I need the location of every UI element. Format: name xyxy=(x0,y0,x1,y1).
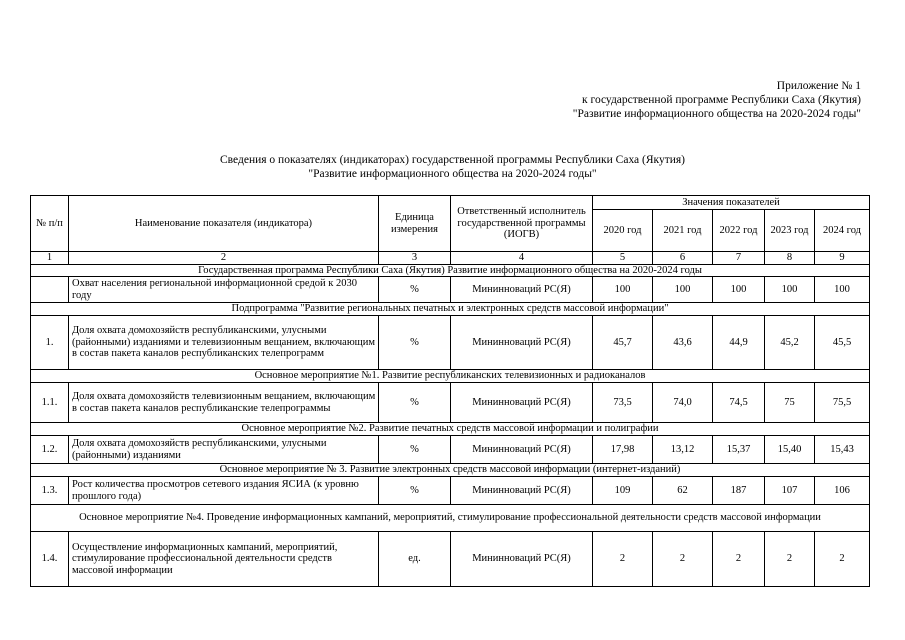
section-row xyxy=(31,423,870,436)
value-2022: 100 xyxy=(713,277,765,303)
value-2022: 2 xyxy=(713,532,765,587)
section-title: Подпрограмма "Развитие региональных печатных и электронных средств массовой информации" xyxy=(31,303,870,316)
header-year-2024: 2024 год xyxy=(815,210,870,252)
value-2022: 74,5 xyxy=(713,383,765,423)
indicator-unit: % xyxy=(379,477,451,505)
column-number: 9 xyxy=(815,252,870,265)
indicator-unit: % xyxy=(379,436,451,464)
section-row xyxy=(31,370,870,383)
table-row xyxy=(31,477,870,505)
section-title: Основное мероприятие № 3. Развитие электронных средств массовой информации (интернет-изданий) xyxy=(31,464,870,477)
header-year-2021: 2021 год xyxy=(653,210,713,252)
header-year-2020: 2020 год xyxy=(593,210,653,252)
value-2020: 2 xyxy=(593,532,653,587)
section-row xyxy=(31,464,870,477)
value-2021: 74,0 xyxy=(653,383,713,423)
indicator-executor: Мининноваций РС(Я) xyxy=(451,477,593,505)
indicator-executor: Мининноваций РС(Я) xyxy=(451,383,593,423)
column-number: 8 xyxy=(765,252,815,265)
indicator-unit: % xyxy=(379,383,451,423)
column-number: 6 xyxy=(653,252,713,265)
appendix-block xyxy=(573,79,861,121)
row-number: 1.4. xyxy=(31,532,69,587)
appendix-reference: к государственной программе Республики Саха (Якутия) xyxy=(582,94,861,106)
header-values: Значения показателей xyxy=(593,196,870,210)
section-title: Основное мероприятие №1. Развитие республиканских телевизионных и радиоканалов xyxy=(31,370,870,383)
column-number: 3 xyxy=(379,252,451,265)
table-row xyxy=(31,316,870,370)
indicator-name: Охват населения региональной информационной средой к 2030 году xyxy=(69,277,379,303)
document-title xyxy=(0,153,905,181)
value-2023: 107 xyxy=(765,477,815,505)
section-title: Основное мероприятие №2. Развитие печатных средств массовой информации и полиграфии xyxy=(31,423,870,436)
value-2021: 2 xyxy=(653,532,713,587)
section-title: Основное мероприятие №4. Проведение информационных кампаний, мероприятий, стимулирование профессиональной деятельности средств массовой информации xyxy=(31,505,870,532)
section-title: Государственная программа Республики Саха (Якутия) Развитие информационного общества на 2020-2024 годы xyxy=(31,264,870,277)
column-number-row xyxy=(31,252,870,265)
value-2021: 13,12 xyxy=(653,436,713,464)
section-row xyxy=(31,264,870,277)
column-number: 7 xyxy=(713,252,765,265)
value-2023: 15,40 xyxy=(765,436,815,464)
value-2020: 17,98 xyxy=(593,436,653,464)
column-number: 1 xyxy=(31,252,69,265)
value-2024: 100 xyxy=(815,277,870,303)
column-number: 5 xyxy=(593,252,653,265)
value-2023: 45,2 xyxy=(765,316,815,370)
indicator-executor: Мининноваций РС(Я) xyxy=(451,316,593,370)
value-2024: 15,43 xyxy=(815,436,870,464)
value-2023: 75 xyxy=(765,383,815,423)
indicator-executor: Мининноваций РС(Я) xyxy=(451,277,593,303)
header-executor: Ответственный исполнитель государственной программы (ИОГВ) xyxy=(451,196,593,252)
value-2020: 109 xyxy=(593,477,653,505)
row-number: 1. xyxy=(31,316,69,370)
indicator-executor: Мининноваций РС(Я) xyxy=(451,436,593,464)
indicator-name: Доля охвата домохозяйств республиканскими, улусными (районными) изданиями xyxy=(69,436,379,464)
value-2024: 45,5 xyxy=(815,316,870,370)
indicator-executor: Мининноваций РС(Я) xyxy=(451,532,593,587)
column-number: 4 xyxy=(451,252,593,265)
table-row xyxy=(31,383,870,423)
table-row xyxy=(31,277,870,303)
value-2020: 73,5 xyxy=(593,383,653,423)
row-number: 1.2. xyxy=(31,436,69,464)
value-2024: 106 xyxy=(815,477,870,505)
value-2021: 43,6 xyxy=(653,316,713,370)
column-number: 2 xyxy=(69,252,379,265)
section-row xyxy=(31,303,870,316)
value-2023: 2 xyxy=(765,532,815,587)
value-2021: 100 xyxy=(653,277,713,303)
title-line-2: "Развитие информационного общества на 2020-2024 годы" xyxy=(308,168,597,180)
title-line-1: Сведения о показателях (индикаторах) государственной программы Республики Саха (Якутия) xyxy=(220,154,685,166)
indicator-name: Рост количества просмотров сетевого издания ЯСИА (к уровню прошлого года) xyxy=(69,477,379,505)
header-num: № п/п xyxy=(31,196,69,252)
value-2022: 44,9 xyxy=(713,316,765,370)
indicators-table xyxy=(30,195,870,587)
value-2022: 187 xyxy=(713,477,765,505)
row-number xyxy=(31,277,69,303)
value-2021: 62 xyxy=(653,477,713,505)
header-year-2023: 2023 год xyxy=(765,210,815,252)
value-2020: 45,7 xyxy=(593,316,653,370)
indicator-name: Доля охвата домохозяйств телевизионным вещанием, включающим в состав пакета каналов республиканские телепрограммы xyxy=(69,383,379,423)
indicator-unit: % xyxy=(379,277,451,303)
indicator-name: Доля охвата домохозяйств республиканскими, улусными (районными) изданиями и телевизионным вещанием, включающим в состав пакета каналов республиканских телепрограмм xyxy=(69,316,379,370)
header-year-2022: 2022 год xyxy=(713,210,765,252)
value-2022: 15,37 xyxy=(713,436,765,464)
indicator-unit: % xyxy=(379,316,451,370)
row-number: 1.3. xyxy=(31,477,69,505)
table-row xyxy=(31,436,870,464)
row-number: 1.1. xyxy=(31,383,69,423)
value-2020: 100 xyxy=(593,277,653,303)
header-name: Наименование показателя (индикатора) xyxy=(69,196,379,252)
appendix-program-name: "Развитие информационного общества на 2020-2024 годы" xyxy=(572,108,861,120)
value-2024: 75,5 xyxy=(815,383,870,423)
header-row-1 xyxy=(31,196,870,210)
section-row xyxy=(31,505,870,532)
indicator-unit: ед. xyxy=(379,532,451,587)
value-2023: 100 xyxy=(765,277,815,303)
header-unit: Единица измерения xyxy=(379,196,451,252)
value-2024: 2 xyxy=(815,532,870,587)
table-row xyxy=(31,532,870,587)
indicator-name: Осуществление информационных кампаний, мероприятий, стимулирование профессиональной деятельности средств массовой информации xyxy=(69,532,379,587)
appendix-number: Приложение № 1 xyxy=(776,80,861,92)
